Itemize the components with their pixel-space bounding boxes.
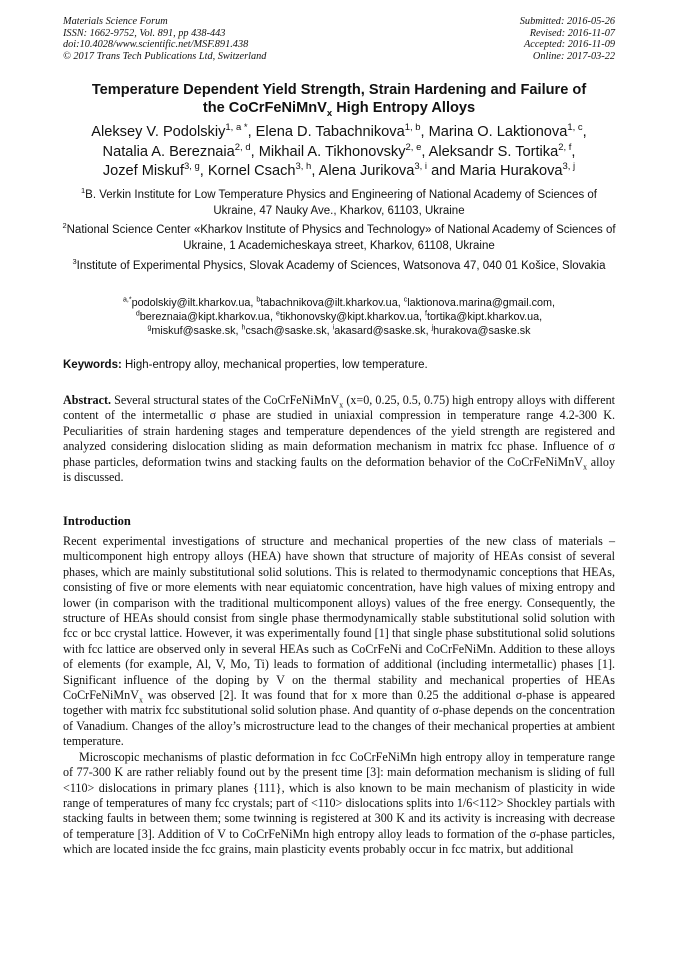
date-accepted: Accepted: 2016-11-09 [523,39,615,51]
title-line-2 [50,100,628,118]
abstract [63,393,615,485]
email-link[interactable]: laktionova.marina@gmail.com [407,297,552,309]
title-subscript: x [326,107,333,119]
date-revised: Revised: 2016-11-07 [529,27,615,39]
email-sup: h [241,324,246,332]
author-sup: 2, f [558,141,572,153]
affiliation-2 [62,222,616,254]
email-link[interactable]: tikhonovsky@kipt.kharkov.ua [279,311,420,324]
email-sup: f [425,310,427,318]
paragraph-subscript: x [138,695,143,705]
title-text: the CoCrFeNiMnV [202,99,327,116]
author-separator: , [420,124,429,140]
journal-header-right [520,16,615,62]
email-sup: j [431,324,434,332]
author-sup: 1, c [567,122,583,134]
author-name: Marina O. Laktionova [428,124,568,140]
keywords [63,359,619,371]
author-name: Maria Hurakova [459,163,563,179]
section-heading-introduction: Introduction [63,514,131,528]
journal-issn: ISSN: 1662-9752, Vol. 891, pp 438-443 [63,27,226,39]
affiliation-text: Institute of Experimental Physics, Slovak Academy of Sciences, Watsonova 47, 040 01 Košice, Slovakia [76,260,606,272]
affiliation-number: 2 [62,221,67,231]
paragraph: Microscopic mechanisms of plastic deformation in fcc CoCrFeNiMn high entropy alloy in temperature range of 77-300 K are rather reliably found out by the present time [3]: main deformation mechanism is sliding of full <110> dislocations in primary planes {111}, which is also known to be main mechanism of plasticity in wide range of temperatures of many fcc crystals; part of <110> dislocations splits into 1/6<112> Shockley partials with stacking faults in between them; some twinning is registered at 300 K and its activity is increasing with decrease of temperature [3]. Addition of V to CoCrFeNiMn high entropy alloy leads to formation of the σ-phase particles, which are located inside the fcc grains, main plasticity events probably occur in fcc matrix, but additional [63,749,615,857]
author-separator: , [421,143,429,160]
author-name: Aleksandr S. Tortika [428,143,559,160]
paper-title [50,82,628,117]
abstract-text: (x=0, 0.25, 0.5, 0.75) high entropy alloys with different content of the intermetallic σ phase are studied in uniaxial compression in temperature range 4.2-300 K. Peculiarities of strain hardening stages and temperature dependences of the yield strength are registered and analyzed considering dislocation sliding as main deformation mechanism in matrix fcc phase. Influence of σ phase particles, deformation twins and stacking faults on the deformation behavior of the CoCrFeNiMnV [63,393,615,469]
author-name: Natalia A. Bereznaia [102,143,235,160]
email-link[interactable]: tortika@kipt.kharkov.ua [426,311,540,324]
title-line-1: Temperature Dependent Yield Strength, Strain Hardening and Failure of [91,82,587,98]
paragraph [63,534,615,750]
affiliation-1 [62,187,616,219]
journal-doi: doi:10.4028/www.scientific.net/MSF.891.438 [63,39,249,51]
keywords-label: Keywords: [63,359,122,371]
author-name: Kornel Csach [207,163,296,179]
author-name: Mikhail A. Tikhonovsky [258,143,406,160]
author-name: Alena Jurikova [318,163,415,179]
journal-name: Materials Science Forum [63,16,168,27]
email-link[interactable]: hurakova@saske.sk [433,325,531,338]
journal-copyright: © 2017 Trans Tech Publications Ltd, Switzerland [63,50,267,62]
author-sup: 3, g [183,161,200,173]
author-name: Elena D. Tabachnikova [255,124,405,140]
author-name: Aleksey V. Podolskiy [91,124,226,140]
email-list: $^{a,*}$podolskiy@ilt.kharkov.ua, $^b$tabachnikova@ilt.kharkov.ua, $^c$laktionova.marina@gmail.com, $^d$bereznaia@kipt.kharkov.ua, $^e$tikhonovsky@kipt.kharkov.ua, $^f$tortika@kipt.kharkov.ua, $^g$miskuf@saske.sk, $^h$csach@saske.sk, $^i$akasard@saske.sk, $^j$hurakova@saske.sk [123,296,555,338]
paragraph-text: was observed [2]. It was found that for x more than 0.25 the additional σ-phase is appeared together with matrix fcc substitutional solid solution phase. And quantity of σ-phase depends on the concentration of Vanadium. Changes of the alloy’s microstructure lead to the changes of their mechanical properties at ambient temperature. [63,688,615,749]
abstract-text: Several structural states of the CoCrFeNiMnV [111,393,340,407]
author-sup: 3, i [414,161,428,173]
email-sup: e [275,310,280,318]
email-link[interactable]: bereznaia@kipt.kharkov.ua [139,311,270,324]
abstract-subscript: x [339,400,344,410]
author-separator: , [199,163,208,179]
email-link[interactable]: csach@saske.sk [245,325,327,338]
email-sup: a,* [123,296,132,304]
author-separator: , [247,124,256,140]
date-online: Online: 2017-03-22 [532,50,615,62]
email-sup: g [147,324,152,332]
author-and: and [427,163,460,179]
author-sup: 2, d [234,141,251,153]
author-sup: 2, e [405,141,422,153]
email-sup: b [256,296,261,304]
affiliation-text: National Science Center «Kharkov Institute of Physics and Technology» of National Academy of Sciences of Ukraine, 1 Academicheskaya street, Kharkov, 61108, Ukraine [66,224,616,252]
affiliation-text: B. Verkin Institute for Low Temperature Physics and Engineering of National Academy of Sciences of Ukraine, 47 Nauky Ave., Kharkov, 61103, Ukraine [85,189,597,217]
author-separator: , [311,163,319,179]
email-sup: i [332,324,335,332]
author-separator: , [582,124,587,140]
abstract-subscript: x [583,462,587,472]
author-separator: , [250,143,259,160]
keywords-text: High-entropy alloy, mechanical properties, low temperature. [121,359,428,371]
email-sup: c [403,296,408,304]
email-link[interactable]: tabachnikova@ilt.kharkov.ua [260,297,398,309]
abstract-label: Abstract. [63,393,112,407]
affiliation-number: 1 [81,186,86,196]
email-link[interactable]: miskuf@saske.sk [151,325,236,338]
author-sup: 3, h [295,161,312,173]
author-sup: 1, a * [225,122,248,134]
title-text: High Entropy Alloys [332,99,476,116]
date-submitted: Submitted: 2016-05-26 [519,16,615,27]
author-sup: 3, j [562,161,576,173]
author-name: Jozef Miskuf [102,163,184,179]
author-list [40,123,638,182]
email-link[interactable]: podolskiy@ilt.kharkov.ua [131,297,251,309]
affiliation-3 [62,258,616,274]
email-sup: d [135,310,140,318]
paragraph-text: Recent experimental investigations of structure and mechanical properties of the new class of materials – multicomponent high entropy alloys (HEA) have shown that structure of majority of HEAs consist of several phases, which are mainly substitutional solid solutions. This is related to thermodynamic conceptions that HEAs, consisting of five or more elements with near equiatomic concentration, have high values of mixing entropy and lower (in comparison with the traditional multicomponent alloys) values of the free energy. Consequently, the structure of HEAs should consist from single phase thermodynamically stable substitutional solid solution with fcc or bcc crystal lattice. However, it was experimentally found [1] that single phase substitutional solid solutions with fcc lattice are observed only in several HEAs such as CoCrFeNi and CoCrFeNiMn. Addition to these alloys of elements (for example, Al, V, Mo, Ti) leads to formation of additional (including intermetallic) phases [1]. Significant influence of the doping by V on the thermal stability and mechanical properties of HEAs CoCrFeNiMnV [63,534,615,703]
author-separator: , [571,143,576,160]
journal-header-left [63,16,266,62]
email-link[interactable]: akasard@saske.sk [334,325,426,338]
author-sup: 1, b [404,122,421,134]
introduction-body [63,534,615,858]
affiliation-number: 3 [72,257,77,267]
abstract-text: alloy is discussed. [63,454,615,485]
